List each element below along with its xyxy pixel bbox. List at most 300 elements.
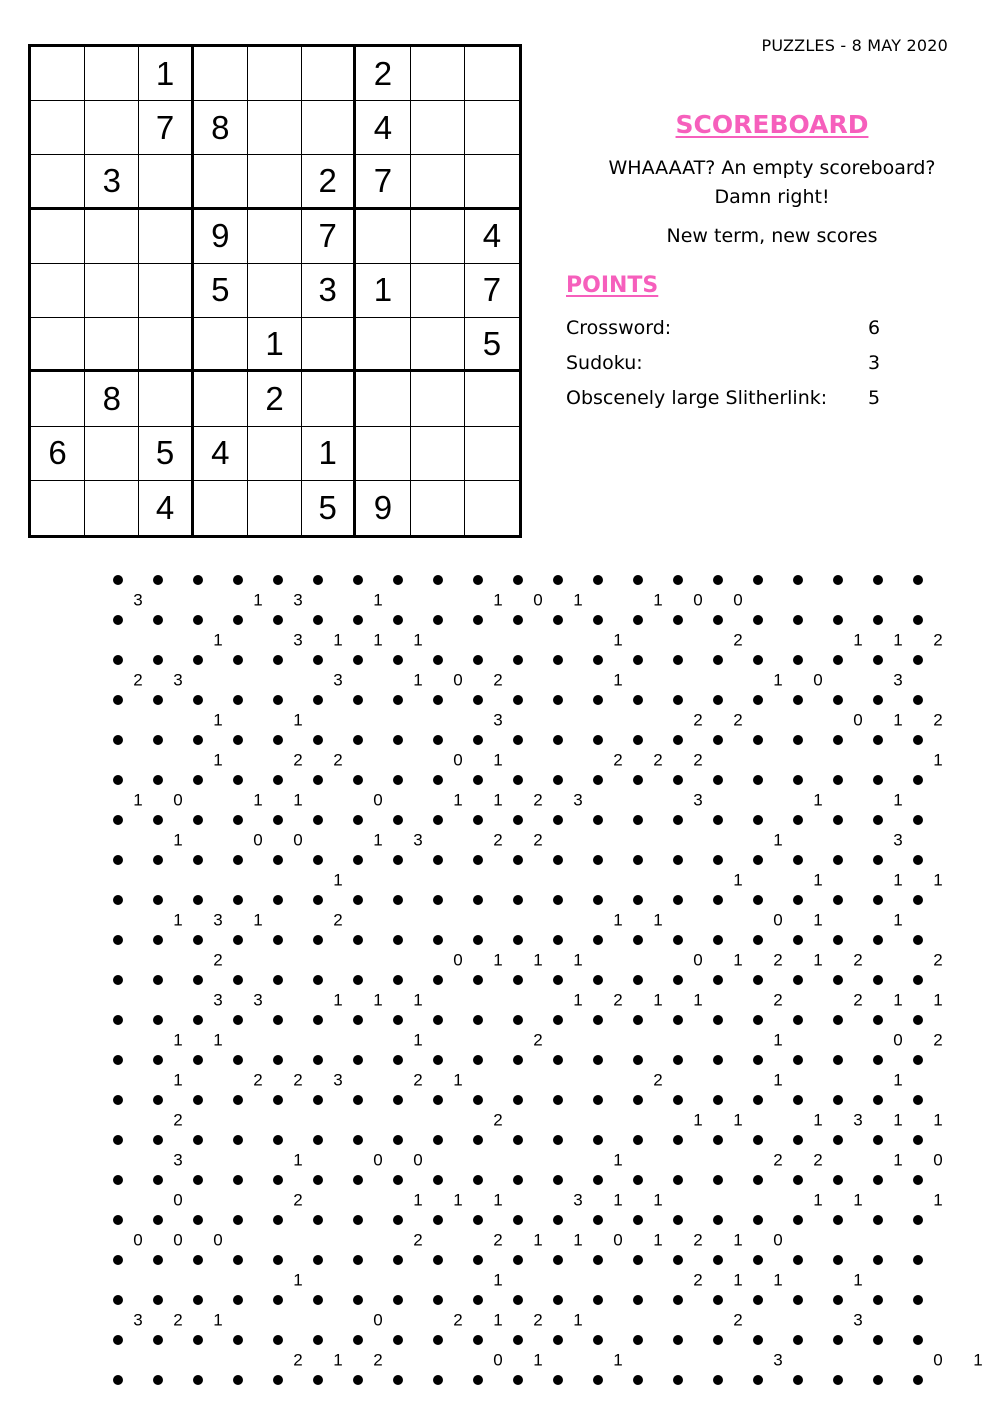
slitherlink-dot xyxy=(273,815,283,825)
slitherlink-clue: 2 xyxy=(733,1310,743,1330)
sudoku-cell[interactable] xyxy=(85,101,139,155)
slitherlink-dot xyxy=(193,975,203,985)
slitherlink-dot xyxy=(873,1255,883,1265)
slitherlink-clue: 1 xyxy=(573,990,583,1010)
sudoku-cell[interactable] xyxy=(302,372,356,426)
slitherlink-dot xyxy=(273,1375,283,1385)
slitherlink-dot xyxy=(473,1335,483,1345)
slitherlink-clue: 2 xyxy=(533,1310,543,1330)
slitherlink-dot xyxy=(713,1055,723,1065)
sudoku-cell[interactable] xyxy=(248,481,302,535)
slitherlink-clue: 2 xyxy=(133,670,143,690)
sudoku-cell[interactable] xyxy=(139,264,193,318)
sudoku-cell[interactable] xyxy=(85,427,139,481)
slitherlink-dot xyxy=(153,855,163,865)
slitherlink-dot xyxy=(473,1095,483,1105)
slitherlink-dot xyxy=(593,1335,603,1345)
slitherlink-dot xyxy=(513,575,523,585)
slitherlink-dot xyxy=(353,1215,363,1225)
slitherlink-dot xyxy=(113,615,123,625)
slitherlink-dot xyxy=(753,1015,763,1025)
slitherlink-dot xyxy=(193,1335,203,1345)
slitherlink-clue: 0 xyxy=(613,1230,623,1250)
slitherlink-dot xyxy=(873,1095,883,1105)
slitherlink-clue: 0 xyxy=(413,1150,423,1170)
slitherlink-clue: 1 xyxy=(653,990,663,1010)
slitherlink-clue: 3 xyxy=(213,990,223,1010)
slitherlink-dot xyxy=(633,575,643,585)
slitherlink-dot xyxy=(673,855,683,865)
slitherlink-dot xyxy=(433,1055,443,1065)
sudoku-cell[interactable] xyxy=(411,210,465,264)
sudoku-cell[interactable]: 5 xyxy=(194,264,248,318)
sudoku-cell[interactable] xyxy=(465,155,519,209)
slitherlink-dot xyxy=(793,775,803,785)
slitherlink-dot xyxy=(913,815,923,825)
slitherlink-clue: 1 xyxy=(453,1070,463,1090)
slitherlink-dot xyxy=(753,1335,763,1345)
slitherlink-dot xyxy=(593,815,603,825)
slitherlink-clue: 3 xyxy=(573,790,583,810)
sudoku-cell[interactable]: 3 xyxy=(85,155,139,209)
slitherlink-dot xyxy=(113,975,123,985)
sudoku-cell[interactable] xyxy=(85,210,139,264)
sudoku-cell[interactable] xyxy=(139,155,193,209)
sudoku-cell[interactable] xyxy=(194,372,248,426)
slitherlink-clue: 1 xyxy=(213,1030,223,1050)
slitherlink-clue: 1 xyxy=(333,630,343,650)
slitherlink-clue: 2 xyxy=(733,710,743,730)
sudoku-cell[interactable] xyxy=(465,372,519,426)
sudoku-cell[interactable] xyxy=(139,210,193,264)
slitherlink-clue: 2 xyxy=(293,1350,303,1370)
slitherlink-clue: 2 xyxy=(533,830,543,850)
slitherlink-dot xyxy=(753,815,763,825)
sudoku-cell[interactable]: 7 xyxy=(139,101,193,155)
slitherlink-dot xyxy=(433,975,443,985)
slitherlink-dot xyxy=(833,1175,843,1185)
sudoku-cell[interactable] xyxy=(411,318,465,372)
sudoku-cell[interactable] xyxy=(248,155,302,209)
slitherlink-clue: 1 xyxy=(813,1110,823,1130)
slitherlink-clue: 1 xyxy=(533,950,543,970)
slitherlink-clue: 1 xyxy=(293,710,303,730)
slitherlink-dot xyxy=(713,1175,723,1185)
slitherlink-clue: 1 xyxy=(773,1270,783,1290)
slitherlink-dot xyxy=(633,1055,643,1065)
slitherlink-clue: 1 xyxy=(293,1270,303,1290)
slitherlink-clue: 1 xyxy=(813,870,823,890)
slitherlink-dot xyxy=(713,735,723,745)
sudoku-cell[interactable]: 3 xyxy=(302,264,356,318)
slitherlink-clue: 1 xyxy=(173,1030,183,1050)
slitherlink-dot xyxy=(793,935,803,945)
slitherlink-dot xyxy=(673,1055,683,1065)
sudoku-cell[interactable] xyxy=(248,47,302,101)
slitherlink-dot xyxy=(433,815,443,825)
sudoku-cell[interactable] xyxy=(85,47,139,101)
sudoku-cell[interactable]: 2 xyxy=(356,47,410,101)
slitherlink-clue: 2 xyxy=(933,950,943,970)
slitherlink-dot xyxy=(833,775,843,785)
slitherlink-clue: 1 xyxy=(573,1310,583,1330)
sudoku-cell[interactable]: 8 xyxy=(194,101,248,155)
slitherlink-dot xyxy=(393,1335,403,1345)
slitherlink-dot xyxy=(313,655,323,665)
slitherlink-dot xyxy=(913,615,923,625)
slitherlink-clue: 0 xyxy=(133,1230,143,1250)
slitherlink-dot xyxy=(153,895,163,905)
slitherlink-dot xyxy=(513,1375,523,1385)
sudoku-cell[interactable] xyxy=(465,427,519,481)
slitherlink-dot xyxy=(273,735,283,745)
slitherlink-clue: 1 xyxy=(213,1310,223,1330)
sudoku-cell[interactable]: 5 xyxy=(139,427,193,481)
slitherlink-dot xyxy=(833,1295,843,1305)
slitherlink-clue: 1 xyxy=(493,590,503,610)
slitherlink-dot xyxy=(713,895,723,905)
sudoku-cell[interactable] xyxy=(139,372,193,426)
sudoku-cell[interactable] xyxy=(248,101,302,155)
slitherlink-dot xyxy=(313,1055,323,1065)
slitherlink-clue: 2 xyxy=(493,1230,503,1250)
slitherlink-dot xyxy=(673,575,683,585)
slitherlink-clue: 1 xyxy=(293,790,303,810)
sudoku-cell[interactable]: 7 xyxy=(356,155,410,209)
slitherlink-clue: 0 xyxy=(933,1150,943,1170)
slitherlink-clue: 3 xyxy=(213,910,223,930)
sudoku-cell[interactable] xyxy=(248,210,302,264)
slitherlink-dot xyxy=(593,575,603,585)
slitherlink-dot xyxy=(473,1135,483,1145)
slitherlink-clue: 3 xyxy=(173,670,183,690)
slitherlink-dot xyxy=(353,775,363,785)
slitherlink-dot xyxy=(153,1295,163,1305)
slitherlink-puzzle xyxy=(98,560,983,1400)
sudoku-cell[interactable] xyxy=(31,101,85,155)
slitherlink-dot xyxy=(193,655,203,665)
slitherlink-dot xyxy=(153,735,163,745)
slitherlink-dot xyxy=(833,1255,843,1265)
sudoku-cell[interactable] xyxy=(31,155,85,209)
slitherlink-dot xyxy=(753,975,763,985)
scoreboard-message-line3: New term, new scores xyxy=(666,225,878,247)
slitherlink-clue: 1 xyxy=(493,950,503,970)
sudoku-cell[interactable]: 4 xyxy=(465,210,519,264)
sudoku-cell[interactable]: 6 xyxy=(31,427,85,481)
slitherlink-dot xyxy=(793,815,803,825)
slitherlink-dot xyxy=(673,1335,683,1345)
sudoku-cell[interactable]: 9 xyxy=(194,210,248,264)
slitherlink-dot xyxy=(513,1255,523,1265)
slitherlink-dot xyxy=(553,695,563,705)
slitherlink-clue: 2 xyxy=(693,710,703,730)
sudoku-cell[interactable]: 9 xyxy=(356,481,410,535)
sudoku-cell[interactable] xyxy=(194,155,248,209)
slitherlink-dot xyxy=(633,695,643,705)
sudoku-cell[interactable]: 5 xyxy=(465,318,519,372)
sudoku-cell[interactable] xyxy=(194,481,248,535)
slitherlink-dot xyxy=(273,1095,283,1105)
slitherlink-dot xyxy=(273,775,283,785)
sudoku-cell[interactable] xyxy=(302,318,356,372)
sudoku-cell[interactable] xyxy=(31,210,85,264)
slitherlink-dot xyxy=(833,1135,843,1145)
slitherlink-dot xyxy=(833,655,843,665)
slitherlink-dot xyxy=(553,1335,563,1345)
sudoku-cell[interactable] xyxy=(31,264,85,318)
sudoku-cell[interactable] xyxy=(356,372,410,426)
slitherlink-dot xyxy=(633,735,643,745)
slitherlink-dot xyxy=(433,655,443,665)
sudoku-cell[interactable] xyxy=(85,318,139,372)
slitherlink-dot xyxy=(593,1015,603,1025)
slitherlink-dot xyxy=(313,815,323,825)
slitherlink-dot xyxy=(553,1015,563,1025)
sudoku-cell[interactable] xyxy=(194,318,248,372)
slitherlink-dot xyxy=(433,1015,443,1025)
slitherlink-dot xyxy=(233,855,243,865)
sudoku-cell[interactable]: 2 xyxy=(248,372,302,426)
slitherlink-clue: 2 xyxy=(813,1150,823,1170)
slitherlink-dot xyxy=(393,815,403,825)
points-label: Crossword: xyxy=(566,316,672,339)
slitherlink-dot xyxy=(513,1095,523,1105)
slitherlink-clue: 2 xyxy=(933,630,943,650)
slitherlink-dot xyxy=(473,1015,483,1025)
sudoku-cell[interactable]: 5 xyxy=(302,481,356,535)
slitherlink-clue: 2 xyxy=(333,910,343,930)
sudoku-cell[interactable]: 4 xyxy=(139,481,193,535)
sudoku-cell[interactable]: 2 xyxy=(302,155,356,209)
slitherlink-dot xyxy=(793,575,803,585)
sudoku-cell[interactable] xyxy=(356,427,410,481)
slitherlink-dot xyxy=(273,695,283,705)
slitherlink-dot xyxy=(913,575,923,585)
slitherlink-dot xyxy=(673,935,683,945)
sudoku-cell[interactable]: 1 xyxy=(302,427,356,481)
slitherlink-dot xyxy=(193,1375,203,1385)
slitherlink-dot xyxy=(753,1375,763,1385)
slitherlink-dot xyxy=(353,615,363,625)
sudoku-cell[interactable] xyxy=(139,318,193,372)
slitherlink-clue: 1 xyxy=(933,1190,943,1210)
sudoku-cell[interactable] xyxy=(465,481,519,535)
slitherlink-dot xyxy=(553,655,563,665)
slitherlink-clue: 1 xyxy=(373,830,383,850)
slitherlink-dot xyxy=(313,855,323,865)
sudoku-cell[interactable] xyxy=(411,264,465,318)
sudoku-cell[interactable]: 1 xyxy=(248,318,302,372)
sudoku-cell[interactable] xyxy=(411,372,465,426)
slitherlink-dot xyxy=(153,1375,163,1385)
slitherlink-dot xyxy=(353,855,363,865)
slitherlink-dot xyxy=(833,975,843,985)
sudoku-cell[interactable] xyxy=(465,101,519,155)
points-value: 6 xyxy=(868,316,881,339)
slitherlink-dot xyxy=(393,1255,403,1265)
slitherlink-clue: 2 xyxy=(173,1110,183,1130)
sudoku-cell[interactable] xyxy=(411,155,465,209)
slitherlink-dot xyxy=(233,895,243,905)
sudoku-cell[interactable] xyxy=(411,481,465,535)
slitherlink-dot xyxy=(233,1215,243,1225)
slitherlink-dot xyxy=(353,655,363,665)
slitherlink-dot xyxy=(913,1055,923,1065)
slitherlink-clue: 0 xyxy=(213,1230,223,1250)
sudoku-cell[interactable]: 4 xyxy=(194,427,248,481)
slitherlink-dot xyxy=(393,895,403,905)
slitherlink-dot xyxy=(113,655,123,665)
slitherlink-dot xyxy=(633,615,643,625)
slitherlink-clue: 1 xyxy=(413,1030,423,1050)
sudoku-cell[interactable] xyxy=(356,318,410,372)
slitherlink-dot xyxy=(633,1215,643,1225)
slitherlink-dot xyxy=(353,575,363,585)
slitherlink-dot xyxy=(233,1015,243,1025)
slitherlink-dot xyxy=(713,1095,723,1105)
slitherlink-dot xyxy=(473,655,483,665)
slitherlink-dot xyxy=(873,735,883,745)
sudoku-cell[interactable] xyxy=(31,372,85,426)
slitherlink-dot xyxy=(873,895,883,905)
slitherlink-dot xyxy=(233,1255,243,1265)
slitherlink-clue: 2 xyxy=(933,1030,943,1050)
slitherlink-dot xyxy=(113,1255,123,1265)
slitherlink-dot xyxy=(393,615,403,625)
slitherlink-clue: 1 xyxy=(213,630,223,650)
slitherlink-dot xyxy=(793,1375,803,1385)
slitherlink-dot xyxy=(753,1215,763,1225)
slitherlink-dot xyxy=(793,855,803,865)
slitherlink-dot xyxy=(753,1295,763,1305)
slitherlink-clue: 0 xyxy=(493,1350,503,1370)
slitherlink-clue: 1 xyxy=(893,710,903,730)
slitherlink-clue: 1 xyxy=(493,1190,503,1210)
slitherlink-dot xyxy=(553,895,563,905)
slitherlink-clue: 1 xyxy=(693,1110,703,1130)
slitherlink-dot xyxy=(233,1055,243,1065)
slitherlink-dot xyxy=(873,1135,883,1145)
points-row-slitherlink xyxy=(566,380,978,415)
slitherlink-dot xyxy=(393,1055,403,1065)
slitherlink-clue: 1 xyxy=(493,1270,503,1290)
slitherlink-clue: 2 xyxy=(533,1030,543,1050)
sudoku-cell[interactable] xyxy=(31,481,85,535)
points-value: 3 xyxy=(868,351,881,374)
slitherlink-dot xyxy=(593,1375,603,1385)
sudoku-cell[interactable] xyxy=(302,47,356,101)
sudoku-cell[interactable] xyxy=(411,101,465,155)
sudoku-cell[interactable]: 7 xyxy=(302,210,356,264)
slitherlink-dot xyxy=(873,1215,883,1225)
slitherlink-dot xyxy=(833,1375,843,1385)
slitherlink-dot xyxy=(433,575,443,585)
slitherlink-clue: 1 xyxy=(613,630,623,650)
slitherlink-dot xyxy=(593,655,603,665)
slitherlink-clue: 1 xyxy=(653,1230,663,1250)
slitherlink-dot xyxy=(353,1175,363,1185)
slitherlink-dot xyxy=(473,775,483,785)
slitherlink-dot xyxy=(393,575,403,585)
slitherlink-dot xyxy=(633,855,643,865)
slitherlink-dot xyxy=(713,815,723,825)
sudoku-cell[interactable] xyxy=(356,210,410,264)
slitherlink-dot xyxy=(673,1095,683,1105)
slitherlink-dot xyxy=(393,1175,403,1185)
slitherlink-dot xyxy=(113,1055,123,1065)
slitherlink-dot xyxy=(473,615,483,625)
slitherlink-dot xyxy=(153,695,163,705)
slitherlink-clue: 2 xyxy=(853,950,863,970)
slitherlink-clue: 1 xyxy=(373,630,383,650)
sudoku-cell[interactable] xyxy=(302,101,356,155)
slitherlink-dot xyxy=(553,1375,563,1385)
slitherlink-dot xyxy=(473,1255,483,1265)
slitherlink-clue: 0 xyxy=(893,1030,903,1050)
sudoku-cell[interactable] xyxy=(411,427,465,481)
slitherlink-dot xyxy=(513,1055,523,1065)
sudoku-cell[interactable]: 1 xyxy=(139,47,193,101)
slitherlink-dot xyxy=(553,735,563,745)
slitherlink-clue: 2 xyxy=(453,1310,463,1330)
slitherlink-dot xyxy=(513,935,523,945)
slitherlink-dot xyxy=(433,1295,443,1305)
sudoku-cell[interactable] xyxy=(411,47,465,101)
slitherlink-dot xyxy=(153,935,163,945)
sudoku-cell[interactable] xyxy=(248,427,302,481)
slitherlink-dot xyxy=(353,1095,363,1105)
sudoku-cell[interactable]: 4 xyxy=(356,101,410,155)
slitherlink-dot xyxy=(713,655,723,665)
sudoku-cell[interactable]: 1 xyxy=(356,264,410,318)
slitherlink-dot xyxy=(553,1175,563,1185)
slitherlink-dot xyxy=(113,1215,123,1225)
slitherlink-clue: 1 xyxy=(493,1310,503,1330)
slitherlink-dot xyxy=(433,1215,443,1225)
sudoku-cell[interactable] xyxy=(85,481,139,535)
sudoku-cell[interactable] xyxy=(31,47,85,101)
slitherlink-dot xyxy=(913,1135,923,1145)
sudoku-cell[interactable] xyxy=(248,264,302,318)
slitherlink-clue: 1 xyxy=(933,870,943,890)
slitherlink-dot xyxy=(473,1375,483,1385)
slitherlink-dot xyxy=(873,695,883,705)
slitherlink-dot xyxy=(753,575,763,585)
slitherlink-clue: 2 xyxy=(493,1110,503,1130)
slitherlink-dot xyxy=(673,1015,683,1025)
slitherlink-dot xyxy=(713,1015,723,1025)
sudoku-cell[interactable] xyxy=(85,264,139,318)
slitherlink-dot xyxy=(313,1015,323,1025)
slitherlink-dot xyxy=(393,775,403,785)
slitherlink-dot xyxy=(233,975,243,985)
sudoku-cell[interactable]: 8 xyxy=(85,372,139,426)
slitherlink-dot xyxy=(513,1135,523,1145)
slitherlink-dot xyxy=(793,1095,803,1105)
slitherlink-dot xyxy=(713,855,723,865)
sudoku-cell[interactable]: 7 xyxy=(465,264,519,318)
sudoku-cell[interactable] xyxy=(465,47,519,101)
slitherlink-dot xyxy=(473,1175,483,1185)
sudoku-cell[interactable] xyxy=(31,318,85,372)
sudoku-cell[interactable] xyxy=(194,47,248,101)
slitherlink-dot xyxy=(513,1175,523,1185)
slitherlink-dot xyxy=(433,1255,443,1265)
slitherlink-dot xyxy=(833,1215,843,1225)
slitherlink-dot xyxy=(393,1135,403,1145)
slitherlink-clue: 1 xyxy=(933,750,943,770)
